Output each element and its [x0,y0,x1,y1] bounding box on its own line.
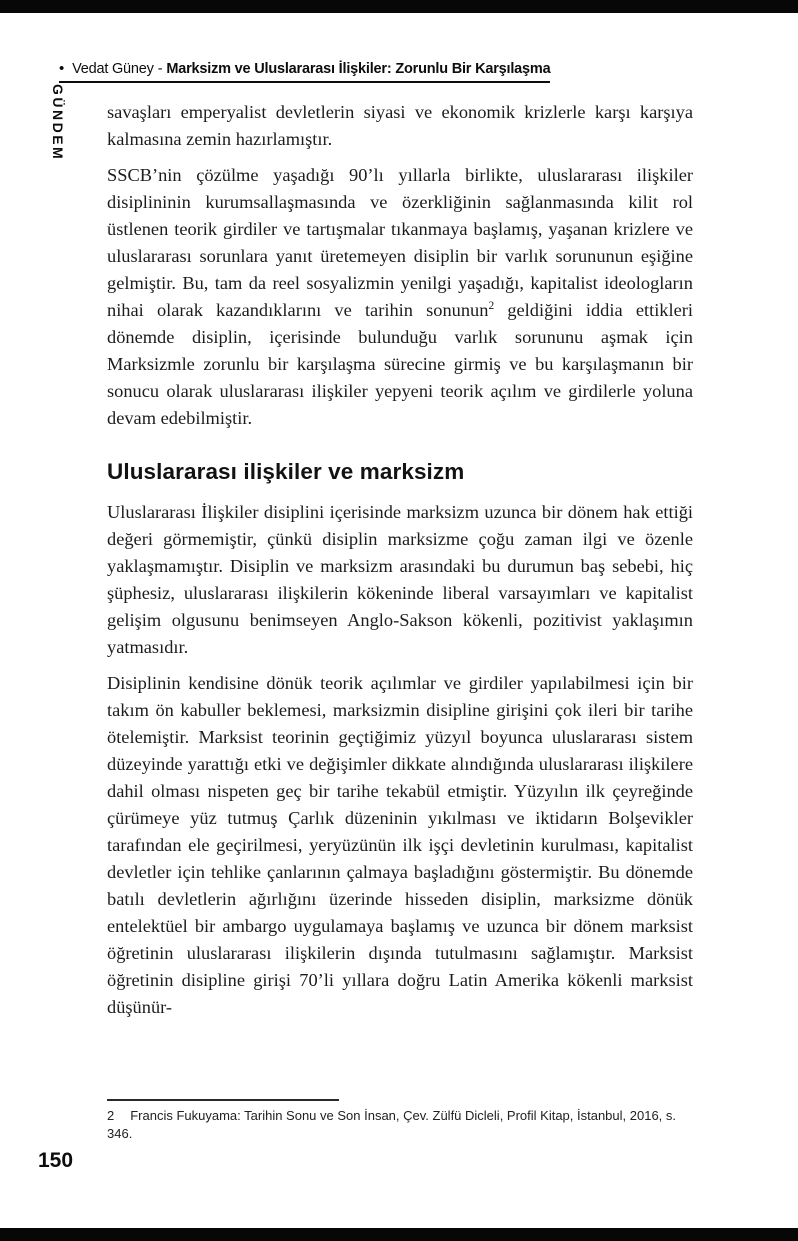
section-heading: Uluslararası ilişkiler ve marksizm [107,459,465,484]
paragraph-continuation: savaşları emperyalist devletlerin siyasi ve ekonomik krizlerle karşı karşıya kalmasına zemin hazırlamıştır. [107,102,693,149]
footnote-reference: 2 [488,299,495,312]
running-header [59,60,550,83]
footnote [107,1107,693,1142]
header-bullet-icon: • [59,60,65,77]
top-edge-bar [0,0,798,13]
bottom-edge-bar [0,1228,798,1241]
footnote-text: Francis Fukuyama: Tarihin Sonu ve Son İnsan, Çev. Zülfü Dicleli, Profil Kitap, İstanbul, 2016, s. 346. [107,1108,677,1141]
page-number: 150 [38,1149,74,1172]
section-vertical-label: GÜNDEM [50,84,66,162]
article-body [107,99,693,1030]
paragraph: Uluslararası İlişkiler disiplini içerisinde marksizm uzunca bir dönem hak ettiği değeri görmemiştir, çünkü disiplin marksizme çoğu zaman ilgi ve özenle yaklaşmamıştır. Disiplin ve marksizm arasındaki bu durumun baş sebebi, hiç şüphesiz, uluslararası ilişkilerin kökeninde liberal varsayımları ve kapitalist gelişim olgusunu benimseyen Anglo-Sakson kökenli, pozitivist yaklaşımın yatmasıdır. [107,502,693,657]
paragraph-text: geldiğini iddia ettikleri dönemde disiplin, içerisinde bulunduğu varlık sorununu aşmak için Marksizmle zorunlu bir karşılaşma sürecine girmiş ve bu karşılaşmanın bir sonucu olarak uluslararası ilişkiler yepyeni teorik açılım ve girdilerle yoluna devam edebilmiştir. [107,300,694,428]
footnote-number: 2 [107,1108,115,1123]
footnote-divider [107,1099,339,1101]
header-author: Vedat Güney [72,61,154,77]
paragraph [107,162,693,432]
header-separator: - [157,61,163,77]
paragraph: Disiplinin kendisine dönük teorik açılımlar ve girdiler yapılabilmesi için bir takım ön kabuller beklemesi, marksizmin disipline girişini çok ileri bir tarihe ötelemiştir. Marksist teorinin geçtiğimiz yüzyıl boyunca uluslararası sistem düzeyinde yarattığı etki ve değişimler dikkate alındığında uluslararası ilişkilere dahil olması nispeten geç bir tarihe tekabül etmiştir. Yüzyılın ilk çeyreğinde çürümeye yüz tutmuş Çarlık düzeninin yıkılması ve iktidarın Bolşevikler tarafından ele geçirilmesi, yeryüzünün ilk işçi devletinin kurulması, kapitalist devletler için tehlike çanlarının çalmaya başladığını göstermiştir. Bu dönemde batılı devletlerin ağırlığını üzerinde hisseden disiplin, marksizme dönük entelektüel bir ambargo uygulamaya başlamış ve uzunca bir dönem marksist öğretinin uluslararası ilişkilerin dışında tutulmasını sağlamıştır. Marksist öğretinin disipline girişi 70’li yıllara doğru Latin Amerika kökenli marksist düşünür- [107,673,693,1017]
paragraph-text: SSCB’nin çözülme yaşadığı 90’lı yıllarla birlikte, uluslararası ilişkiler disiplininin kurumsallaşmasında ve özerkliğinin sağlanmasında kilit rol üstlenen teorik girdiler ve tartışmalar tıkanmaya başlamış, yaşanan krizlere ve uluslararası sorunlara yanıt üretemeyen disiplin bir varlık sorununun eşiğine gelmiştir. Bu, tam da reel sosyalizmin yenilgi yaşadığı, kapitalist ideologların nihai olarak kazandıklarını ve tarihin sonunun [107,165,693,320]
header-article-title: Marksizm ve Uluslararası İlişkiler: Zorunlu Bir Karşılaşma [166,61,551,77]
